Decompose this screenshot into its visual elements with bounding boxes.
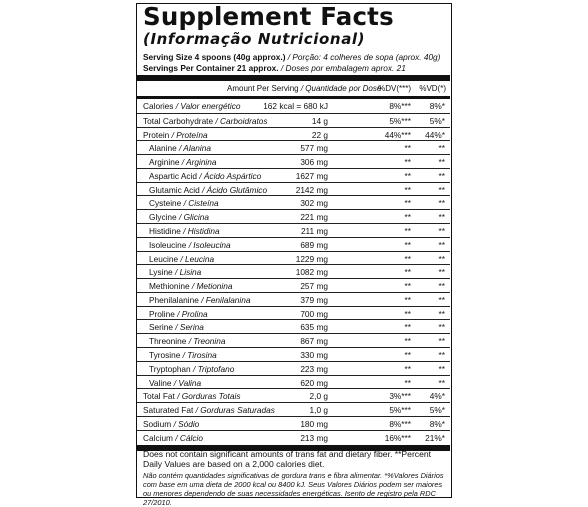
nutrient-name-pt: / Triptofano [192,363,235,374]
nutrient-dv: ** [404,226,411,237]
nutrient-vd: ** [438,198,445,209]
nutrient-row [137,361,450,375]
nutrient-name-pt: / Metionina [191,281,233,292]
nutrient-name-en: Arginine [149,157,180,168]
nutrient-name-pt: / Cálcio [175,432,203,443]
nutrient-dv: ** [404,363,411,374]
nutrient-name-pt: / Gorduras Saturadas [195,405,275,416]
nutrient-name [149,378,201,388]
nutrient-name-pt: / Cisteína [183,198,219,209]
nutrient-name-pt: / Isoleucina [188,239,231,250]
nutrient-dv: ** [404,308,411,319]
footnote-en: Does not contain significant amounts of trans fat and dietary fiber. **Percent Daily Values are based on a 2,000 calories diet. [143,449,432,470]
nutrient-dv: ** [404,198,411,209]
nutrient-vd: ** [438,336,445,347]
nutrient-dv: 8%*** [389,101,411,111]
nutrient-name [149,143,211,153]
nutrient-vd: ** [438,281,445,292]
nutrient-name-en: Histidine [149,226,181,237]
nutrient-name [149,295,251,305]
nutrient-row [137,278,450,292]
nutrient-dv: ** [404,377,411,388]
nutrient-name-pt: / Arginina [181,157,217,168]
nutrient-amount: 306 mg [300,157,328,168]
nutrient-vd: 5%* [429,115,445,126]
header-vd: %VD(*) [419,84,446,93]
nutrient-name-pt: / Serina [175,322,204,333]
servings-per-container-label-pt: / Doses por embalagem aprox. 21 [280,63,406,73]
nutrient-dv: 3%*** [389,391,411,402]
nutrient-name-pt: / Ácido Glutâmico [202,184,268,195]
header-amount-en: Amount Per Serving [227,84,299,93]
nutrient-name [143,419,199,429]
nutrient-amount: 2142 mg [295,184,328,195]
nutrient-dv: ** [404,184,411,195]
nutrient-row [137,154,450,168]
nutrient-name [149,336,225,346]
nutrient-name-en: Alanine [149,143,177,154]
nutrient-vd: 44%* [425,129,445,140]
nutrient-name-en: Isoleucine [149,239,187,250]
nutrient-row [137,140,450,154]
nutrient-row [137,223,450,237]
nutrient-name-pt: / Sódio [173,418,200,429]
nutrient-dv: ** [404,350,411,361]
nutrient-name-en: Glutamic Acid [149,184,200,195]
nutrient-amount: 162 kcal = 680 kJ [263,101,328,111]
nutrient-vd: ** [438,184,445,195]
header-dv: %DV(***) [378,84,411,93]
nutrient-row [137,182,450,196]
footnote-pt: Não contém quantidades significativas de gordura trans e fibra alimentar. *%Valores Diários com base em uma dieta de 2000 kcal ou 8400 kJ. Seus Valores Diários podem ser maiores ou menores dependendo de suas necessidades energéticas. Isento de registro pela RDC 27/2010. [143,471,444,507]
header-amount [227,84,381,93]
nutrient-name [143,391,240,401]
nutrient-dv: 5%*** [389,405,411,416]
nutrient-dv: ** [404,267,411,278]
nutrient-dv: 8%*** [389,418,411,429]
nutrient-vd: ** [438,294,445,305]
nutrient-dv: 16%*** [384,432,411,443]
nutrient-vd: 21%* [425,432,445,443]
nutrient-row [137,195,450,209]
nutrient-name [149,198,219,208]
nutrient-name [149,171,261,181]
nutrient-amount: 330 mg [300,350,328,361]
nutrient-dv: ** [404,281,411,292]
panel-subtitle: (Informação Nutricional) [143,30,366,48]
nutrient-name [149,281,233,291]
nutrient-name-pt: / Carboidratos [215,115,268,126]
nutrient-vd: 8%* [429,101,445,111]
nutrient-dv: ** [404,170,411,181]
nutrient-name [149,364,234,374]
nutrient-amount: 302 mg [300,198,328,209]
nutrient-amount: 1229 mg [295,253,328,264]
nutrient-vd: ** [438,253,445,264]
nutrient-row [137,127,450,141]
nutrient-name-en: Leucine [149,253,179,264]
nutrient-vd: ** [438,308,445,319]
nutrient-vd: ** [438,377,445,388]
nutrient-dv: ** [404,336,411,347]
nutrient-vd: ** [438,350,445,361]
nutrient-dv: ** [404,239,411,250]
divider-thick-top [137,75,450,81]
nutrient-name-pt: / Lisina [175,267,202,278]
nutrient-amount: 223 mg [300,363,328,374]
serving-size-label: Serving Size 4 spoons (40g approx.) [143,52,286,62]
nutrient-vd: ** [438,239,445,250]
nutrient-row [137,292,450,306]
nutrient-dv: 44%*** [384,129,411,140]
nutrient-row [137,375,450,389]
nutrient-row [137,333,450,347]
nutrient-name-pt: / Ácido Aspártico [199,170,262,181]
nutrient-name-en: Methionine [149,281,190,292]
nutrient-row [137,251,450,265]
nutrient-vd: ** [438,143,445,154]
nutrient-amount: 22 g [311,129,328,140]
nutrient-name-en: Proline [149,308,175,319]
nutrient-name-en: Sodium [143,418,172,429]
nutrient-amount: 213 mg [300,432,328,443]
nutrient-name-pt: / Prolina [177,308,208,319]
nutrient-row [137,209,450,223]
nutrient-amount: 867 mg [300,336,328,347]
nutrient-row [137,430,450,444]
nutrient-row [137,99,450,113]
nutrient-vd: ** [438,212,445,223]
nutrient-dv: ** [404,322,411,333]
nutrient-dv: ** [404,212,411,223]
serving-size-label-pt: / Porção: 4 colheres de sopa (aprox. 40g) [287,52,441,62]
nutrient-name-en: Total Fat [143,391,175,402]
nutrient-name-en: Phenilalanine [149,294,199,305]
nutrient-row [137,306,450,320]
nutrient-amount: 620 mg [300,377,328,388]
nutrient-vd: 5%* [429,405,445,416]
nutrient-amount: 635 mg [300,322,328,333]
nutrient-amount: 257 mg [300,281,328,292]
nutrient-dv: ** [404,294,411,305]
nutrient-name-pt: / Tirosina [182,350,217,361]
nutrient-name [149,267,201,277]
nutrient-amount: 2,0 g [309,391,328,402]
nutrient-amount: 221 mg [300,212,328,223]
header-amount-pt: / Quantidade por Dose [300,84,382,93]
nutrient-vd: ** [438,157,445,168]
nutrient-name-pt: / Alanina [179,143,211,154]
supplement-facts-panel [136,2,452,507]
nutrient-name [149,309,208,319]
nutrient-name-pt: / Treonina [188,336,226,347]
nutrient-dv: 5%*** [389,115,411,126]
nutrient-name-pt: / Glicina [178,212,209,223]
nutrient-amount: 1627 mg [295,170,328,181]
nutrient-name [143,101,240,111]
nutrient-name [143,116,268,126]
nutrient-amount: 14 g [311,115,328,126]
nutrient-name-en: Lysine [149,267,173,278]
nutrient-row [137,416,450,430]
nutrient-name-en: Valine [149,377,172,388]
nutrient-name-en: Tryptophan [149,363,191,374]
nutrient-name-en: Calcium [143,432,173,443]
nutrient-name-en: Threonine [149,336,187,347]
nutrient-name-pt: / Proteína [171,129,208,140]
nutrient-name [143,130,208,140]
nutrient-name-en: Total Carbohydrate [143,115,214,126]
nutrient-name [149,350,217,360]
nutrient-name [149,185,267,195]
nutrient-name [143,405,275,415]
nutrient-name-en: Cysteine [149,198,182,209]
nutrient-name [143,433,203,443]
nutrient-vd: 8%* [429,418,445,429]
nutrient-amount: 689 mg [300,239,328,250]
nutrient-name-pt: / Leucina [180,253,215,264]
nutrient-vd: 4%* [429,391,445,402]
nutrient-vd: ** [438,363,445,374]
nutrient-name [149,254,214,264]
nutrient-name-en: Calories [143,101,174,111]
nutrient-vd: ** [438,170,445,181]
nutrient-vd: ** [438,226,445,237]
nutrient-name-en: Tyrosine [149,350,181,361]
nutrient-row [137,113,450,127]
nutrient-row [137,264,450,278]
nutrient-name-pt: / Valina [173,377,202,388]
nutrient-dv: ** [404,253,411,264]
nutrient-amount: 379 mg [300,294,328,305]
nutrient-row [137,388,450,402]
nutrient-amount: 577 mg [300,143,328,154]
nutrient-name [149,322,204,332]
nutrient-name-en: Serine [149,322,173,333]
nutrient-name-pt: / Gorduras Totais [177,391,241,402]
nutrient-row [137,402,450,416]
nutrient-amount: 180 mg [300,418,328,429]
serving-size [143,52,440,62]
nutrient-row [137,347,450,361]
nutrient-row [137,168,450,182]
nutrient-name [149,212,209,222]
nutrient-name [149,240,231,250]
nutrient-row [137,319,450,333]
nutrient-dv: ** [404,143,411,154]
panel-title: Supplement Facts [143,2,394,31]
nutrient-amount: 1082 mg [295,267,328,278]
nutrient-amount: 1,0 g [309,405,328,416]
nutrient-name [149,157,217,167]
nutrient-name-en: Aspartic Acid [149,170,197,181]
nutrient-name [149,226,220,236]
nutrient-name-pt: / Valor energético [175,101,241,111]
nutrient-name-pt: / Histidina [183,226,220,237]
nutrient-amount: 700 mg [300,308,328,319]
nutrient-row [137,237,450,251]
nutrient-vd: ** [438,322,445,333]
nutrient-name-en: Saturated Fat [143,405,194,416]
nutrient-name-pt: / Fenilalanina [201,294,251,305]
nutrient-name-en: Glycine [149,212,177,223]
servings-per-container [143,63,406,73]
nutrient-amount: 211 mg [300,226,328,237]
nutrient-vd: ** [438,267,445,278]
nutrient-dv: ** [404,157,411,168]
servings-per-container-label: Servings Per Container 21 approx. [143,63,279,73]
nutrient-name-en: Protein [143,129,170,140]
